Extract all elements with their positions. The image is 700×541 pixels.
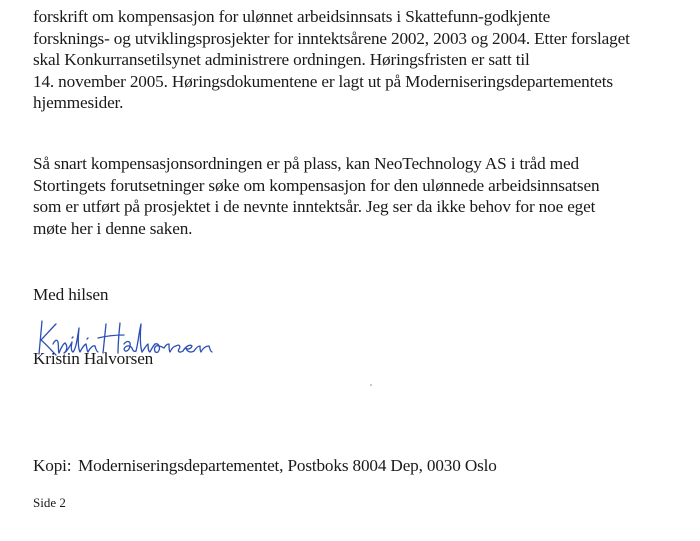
page-number: Side 2: [33, 495, 66, 510]
copy-line: [33, 455, 497, 477]
body-paragraph-1: [33, 6, 695, 114]
paragraph-line: som er utført på prosjektet i de nevnte inntektsår. Jeg ser da ikke behov for noe eget: [33, 197, 596, 217]
paragraph-line: 14. november 2005. Høringsdokumentene er lagt ut på Moderniseringsdepartementets: [33, 71, 613, 91]
copy-label: Kopi:: [33, 456, 72, 475]
paragraph-line: skal Konkurransetilsynet administrere ordningen. Høringsfristen er satt til: [33, 50, 530, 70]
signer-name: Kristin Halvorsen: [33, 349, 154, 368]
paragraph-line: møte her i denne saken.: [33, 218, 193, 238]
paragraph-line: hjemmesider.: [33, 93, 124, 113]
closing-salutation: Med hilsen: [33, 285, 109, 304]
paragraph-line: Så snart kompensasjonsordningen er på plass, kan NeoTechnology AS i tråd med: [33, 154, 579, 173]
paragraph-line: forsknings- og utviklingsprosjekter for inntektsårene 2002, 2003 og 2004. Etter forslaget: [33, 28, 630, 48]
paragraph-line: Stortingets forutsetninger søke om kompensasjon for den ulønnede arbeidsinnsatsen: [33, 175, 600, 195]
body-paragraph-2: [33, 153, 695, 239]
scan-speck: [370, 384, 372, 386]
copy-recipient: Moderniseringsdepartementet, Postboks 8004 Dep, 0030 Oslo: [78, 456, 497, 475]
paragraph-line: forskrift om kompensasjon for ulønnet arbeidsinnsats i Skattefunn-godkjente: [33, 7, 551, 26]
